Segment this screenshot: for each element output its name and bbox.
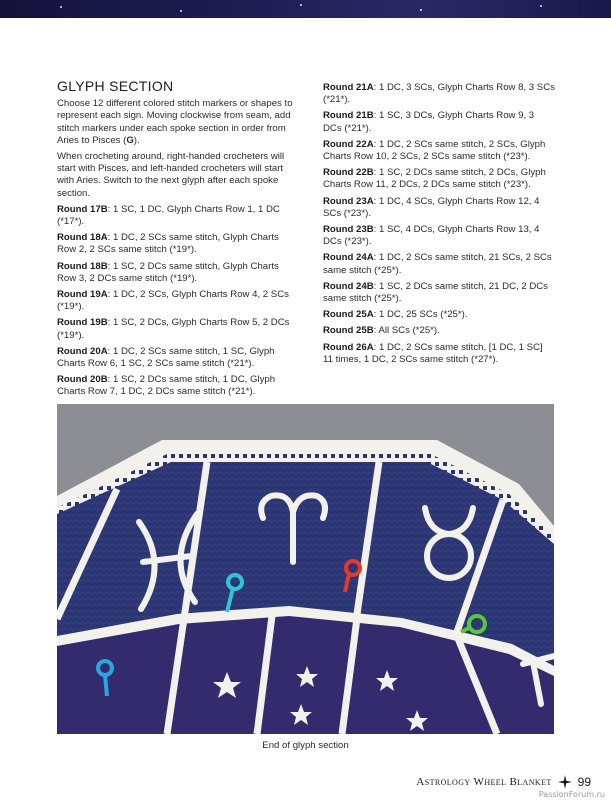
round-instruction <box>323 139 555 163</box>
round-text: : 1 SC, 4 DCs, Glyph Charts Row 13, 4 DCs (*23*). <box>323 224 540 248</box>
round-text: : All SCs (*25*). <box>373 325 440 337</box>
round-text: : 1 SC, 2 DCs same stitch, Glyph Charts Row 3, 2 DCs same stitch (*19*). <box>57 260 279 284</box>
round-label: Round 18B <box>57 260 108 272</box>
round-label: Round 23B <box>323 224 374 236</box>
footer-title: Astrology Wheel Blanket <box>416 776 552 788</box>
round-instruction <box>323 325 555 337</box>
page-number: 99 <box>577 775 591 789</box>
round-text: : 1 SC, 2 DCs same stitch, 1 DC, Glyph Charts Row 7, 1 DC, 2 DCs same stitch (*21*). <box>57 374 276 398</box>
round-label: Round 25B <box>323 325 374 337</box>
figure-reference: G <box>126 134 134 146</box>
round-label: Round 24A <box>323 252 374 264</box>
rounds-list-left <box>57 204 293 399</box>
round-instruction <box>323 342 555 366</box>
round-text: : 1 DC, 4 SCs, Glyph Charts Row 12, 4 SCs (*23*). <box>323 195 540 219</box>
round-text: : 1 SC, 3 DCs, Glyph Charts Row 9, 3 DCs (*21*). <box>323 110 535 134</box>
round-text: : 1 SC, 2 DCs same stitch, 2 DCs, Glyph Charts Row 11, 2 DCs, 2 DCs same stitch (*23*). <box>323 167 546 191</box>
round-label: Round 20A <box>57 345 108 357</box>
round-instruction <box>323 110 555 134</box>
note-paragraph: When crocheting around, right-handed crocheters will start with Pisces, and left-handed crocheters will start with Aries. Switch to the next glyph after each spoke section. <box>57 151 285 199</box>
intro-paragraph: Choose 12 different colored stitch markers or shapes to represent each sign. Moving clockwise from seam, add stitch markers under each spoke section in order from Aries to Pisces (G). <box>57 98 293 146</box>
right-column <box>323 82 555 370</box>
round-label: Round 19B <box>57 317 108 329</box>
left-column <box>57 80 293 403</box>
round-instruction <box>323 82 555 106</box>
round-instruction <box>323 167 555 191</box>
round-instruction <box>323 309 555 321</box>
round-instruction <box>323 224 555 248</box>
round-label: Round 24B <box>323 280 374 292</box>
page-footer <box>416 774 591 790</box>
round-instruction <box>57 232 293 256</box>
round-label: Round 22B <box>323 167 374 179</box>
round-instruction <box>323 252 555 276</box>
rounds-list-right <box>323 82 555 366</box>
round-text: : 1 DC, 2 SCs same stitch, 2 SCs, Glyph Charts Row 10, 2 SCs, 2 SCs same stitch (*23*). <box>323 138 546 163</box>
round-text: : 1 DC, 2 SCs same stitch, 21 SCs, 2 SCs same stitch (*25*). <box>323 252 552 276</box>
blanket-photo <box>57 404 554 734</box>
star-icon <box>558 775 572 789</box>
round-instruction <box>57 204 293 228</box>
round-label: Round 21A <box>323 82 374 93</box>
round-text: : 1 DC, 2 SCs same stitch, 1 SC, Glyph Charts Row 6, 1 SC, 2 SCs same stitch (*21*). <box>57 345 275 370</box>
round-text: : 1 DC, 25 SCs (*25*). <box>373 309 468 321</box>
round-label: Round 26A <box>323 341 374 353</box>
round-instruction <box>57 289 293 313</box>
round-label: Round 21B <box>323 110 374 122</box>
round-text: : 1 DC, 2 SCs, Glyph Charts Row 4, 2 SCs (*19*). <box>57 289 289 313</box>
round-text: : 1 DC, 2 SCs same stitch, [1 DC, 1 SC] 11 times, 1 DC, 2 SCs same stitch (*27*). <box>323 341 543 365</box>
section-title: GLYPH SECTION <box>57 78 174 94</box>
round-text: : 1 DC, 2 SCs same stitch, Glyph Charts Row 2, 2 SCs same stitch (*19*). <box>57 232 279 256</box>
round-instruction <box>57 317 293 341</box>
round-label: Round 17B <box>57 203 108 215</box>
round-label: Round 25A <box>323 309 374 321</box>
blanket-illustration <box>57 404 554 734</box>
round-label: Round 18A <box>57 232 108 244</box>
round-instruction <box>323 281 555 305</box>
round-text: : 1 DC, 3 SCs, Glyph Charts Row 8, 3 SCs (*21*). <box>323 82 555 106</box>
round-label: Round 22A <box>323 138 374 150</box>
round-instruction <box>57 346 293 370</box>
round-label: Round 20B <box>57 374 108 386</box>
round-label: Round 23A <box>323 195 374 207</box>
round-instruction <box>323 196 555 220</box>
round-text: : 1 SC, 2 DCs same stitch, 21 DC, 2 DCs same stitch (*25*). <box>323 280 548 305</box>
round-text: : 1 SC, 2 DCs, Glyph Charts Row 5, 2 DCs (*19*). <box>57 317 290 341</box>
round-instruction <box>57 374 293 398</box>
photo-caption: End of glyph section <box>262 740 349 751</box>
round-text: : 1 SC, 1 DC, Glyph Charts Row 1, 1 DC (*17*). <box>57 203 280 228</box>
watermark: PassionForum.ru <box>538 790 605 799</box>
round-label: Round 19A <box>57 289 108 301</box>
round-instruction <box>57 261 293 285</box>
header-band <box>0 0 611 18</box>
